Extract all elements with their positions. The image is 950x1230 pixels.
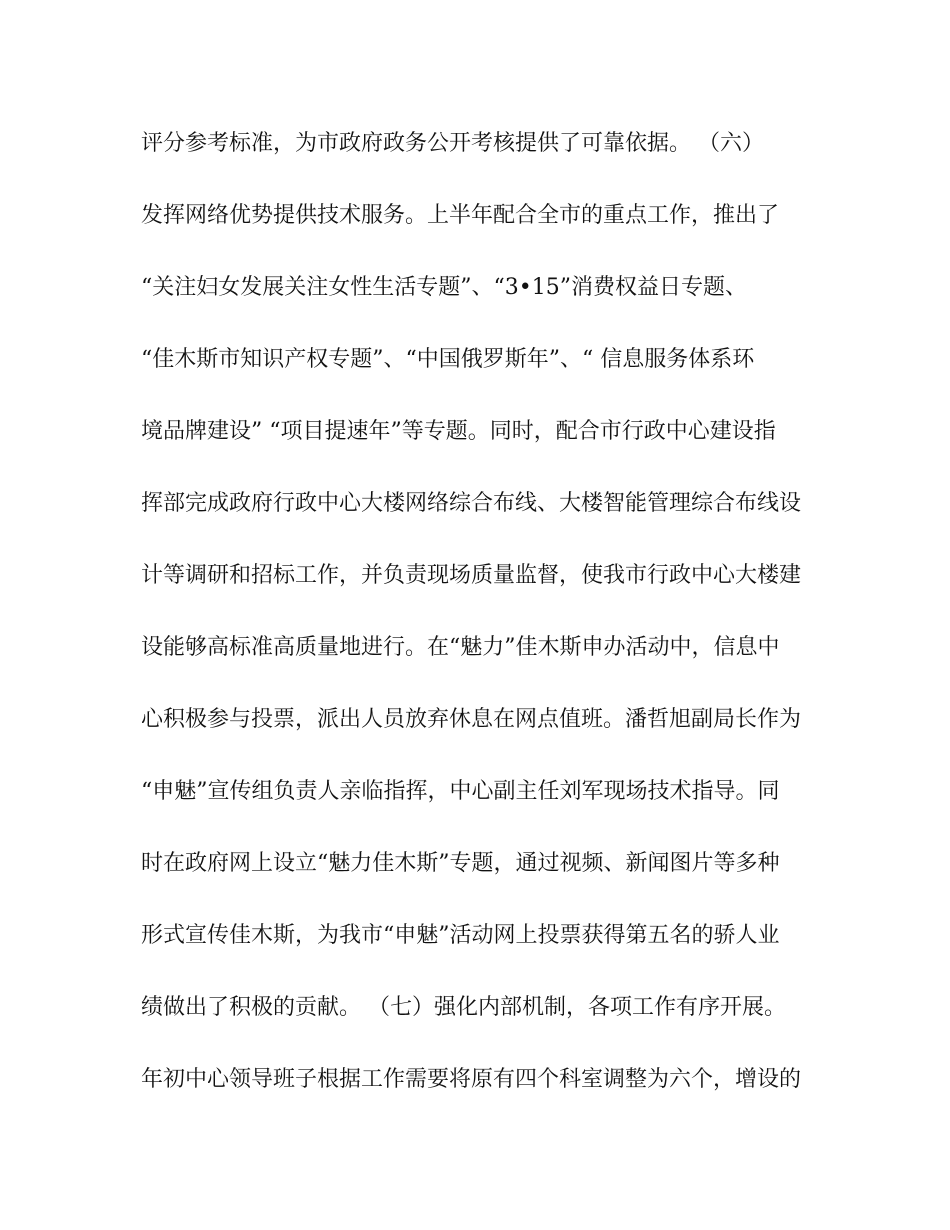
text-line: 年初中心领导班子根据工作需要将原有四个科室调整为六个，增设的 <box>141 1067 802 1092</box>
text-line: 评分参考标准，为市政府政务公开考核提供了可靠依据。 （六） <box>141 131 764 156</box>
text-line: 境品牌建设” “项目提速年”等专题。同时，配合市行政中心建设指 <box>141 419 776 444</box>
text-line: “关注妇女发展关注女性生活专题”、“3•15”消费权益日专题、 <box>141 275 747 300</box>
text-line: 绩做出了积极的贡献。 （七）强化内部机制，各项工作有序开展。 <box>141 995 786 1020</box>
text-line: 发挥网络优势提供技术服务。上半年配合全市的重点工作，推出了 <box>141 203 780 228</box>
text-line: “佳木斯市知识产权专题”、“中国俄罗斯年”、“ 信息服务体系环 <box>141 347 755 372</box>
text-line: 挥部完成政府行政中心大楼网络综合布线、大楼智能管理综合布线设 <box>141 491 802 516</box>
text-line: 形式宣传佳木斯，为我市“申魅”活动网上投票获得第五名的骄人业 <box>141 923 780 948</box>
text-line: 心积极参与投票，派出人员放弃休息在网点值班。潘哲旭副局长作为 <box>141 707 802 732</box>
text-line: “申魅”宣传组负责人亲临指挥，中心副主任刘军现场技术指导。同 <box>141 779 780 804</box>
text-line: 计等调研和招标工作，并负责现场质量监督，使我市行政中心大楼建 <box>141 563 802 588</box>
text-line: 时在政府网上设立“魅力佳木斯”专题，通过视频、新闻图片等多种 <box>141 851 780 876</box>
text-line: 设能够高标准高质量地进行。在“魅力”佳木斯申办活动中，信息中 <box>141 635 780 660</box>
